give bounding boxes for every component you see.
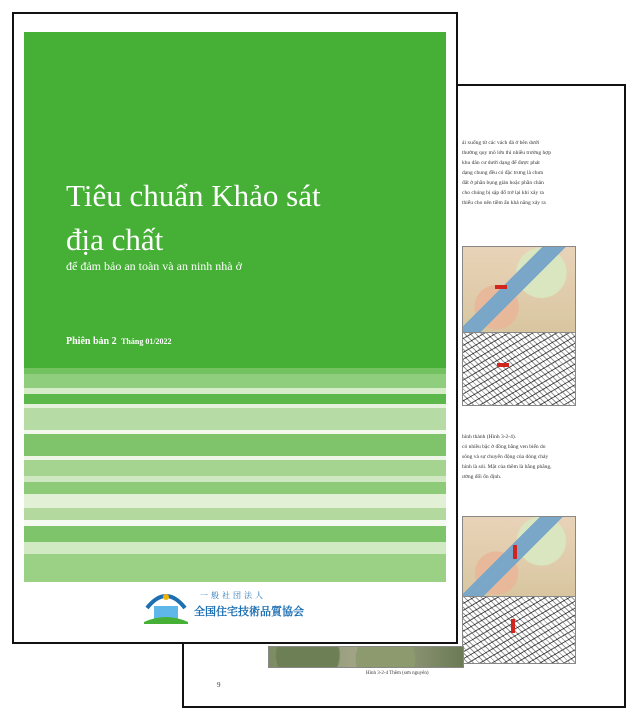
cover-stripe	[24, 542, 446, 554]
cover-stripe	[24, 434, 446, 456]
text-line: ường đối ổn định.	[462, 474, 502, 480]
cover-subtitle: để đảm bảo an toàn và an ninh nhà ở	[66, 259, 242, 273]
cover-stripe	[24, 460, 446, 476]
text-line: thường quy mô lớn thì nhiều trường hợp	[462, 150, 551, 156]
text-line: ái xuống từ các vách đá ở bên dưới	[462, 140, 540, 146]
map-image-color-bottom	[462, 516, 576, 598]
red-arrow-marker	[495, 285, 507, 289]
text-line: khu dân cư dưới dạng để được phát	[462, 160, 540, 166]
text-line: có nhiều bậc ở đồng bằng ven biển do	[462, 444, 546, 450]
house-logo-icon	[144, 586, 188, 624]
map-image-bw-bottom	[462, 596, 576, 664]
cover-stripe	[24, 394, 446, 404]
red-arrow-marker	[497, 363, 509, 367]
cover-stripe	[24, 554, 446, 582]
text-line: sông và sự chuyển động của dòng chảy	[462, 454, 549, 460]
text-line: thiểu cho nên tiềm ẩn khả năng xảy ra	[462, 200, 546, 206]
figure-caption: Hình 3-2-4 Thềm (sơn nguyên)	[366, 671, 429, 676]
cover-stripe	[24, 494, 446, 508]
edition-date: Tháng 01/2022	[121, 337, 172, 346]
text-line: cho chúng bị sập đổ trở lại khi xây ra	[462, 190, 544, 196]
cover-edition	[66, 336, 172, 347]
page-number: 9	[217, 681, 221, 689]
edition-label: Phiên bản 2	[66, 336, 117, 347]
map-image-bw-top	[462, 332, 576, 406]
back-page-text-mid	[462, 432, 552, 482]
cover-page	[12, 12, 458, 644]
logo-org-small-text: 一般社団法人	[200, 591, 266, 600]
cover-stripe	[24, 408, 446, 430]
cover-title: Tiêu chuẩn Khảo sát địa chất	[66, 178, 321, 257]
cover-stripe	[24, 482, 446, 494]
text-line: đất ở phần bụng giàn hoặc phần chân	[462, 180, 544, 186]
cover-stripe	[24, 526, 446, 542]
red-arrow-marker	[511, 619, 515, 633]
aerial-photo	[268, 646, 464, 668]
map-image-color-top	[462, 246, 576, 334]
text-line: hình thành (Hình 3-2-4).	[462, 434, 517, 440]
cover-stripe	[24, 374, 446, 388]
back-page-text-top	[462, 138, 551, 208]
cover-stripe	[24, 508, 446, 520]
logo-org-name: 全国住宅技術品質協会	[194, 605, 304, 618]
text-line: dạng chung đều có đặc trưng là chưa	[462, 170, 543, 176]
organization-logo	[144, 584, 344, 632]
red-arrow-marker	[513, 545, 517, 559]
text-line: hình là sỏi. Mặt của thềm là bằng phẳng,	[462, 464, 552, 470]
